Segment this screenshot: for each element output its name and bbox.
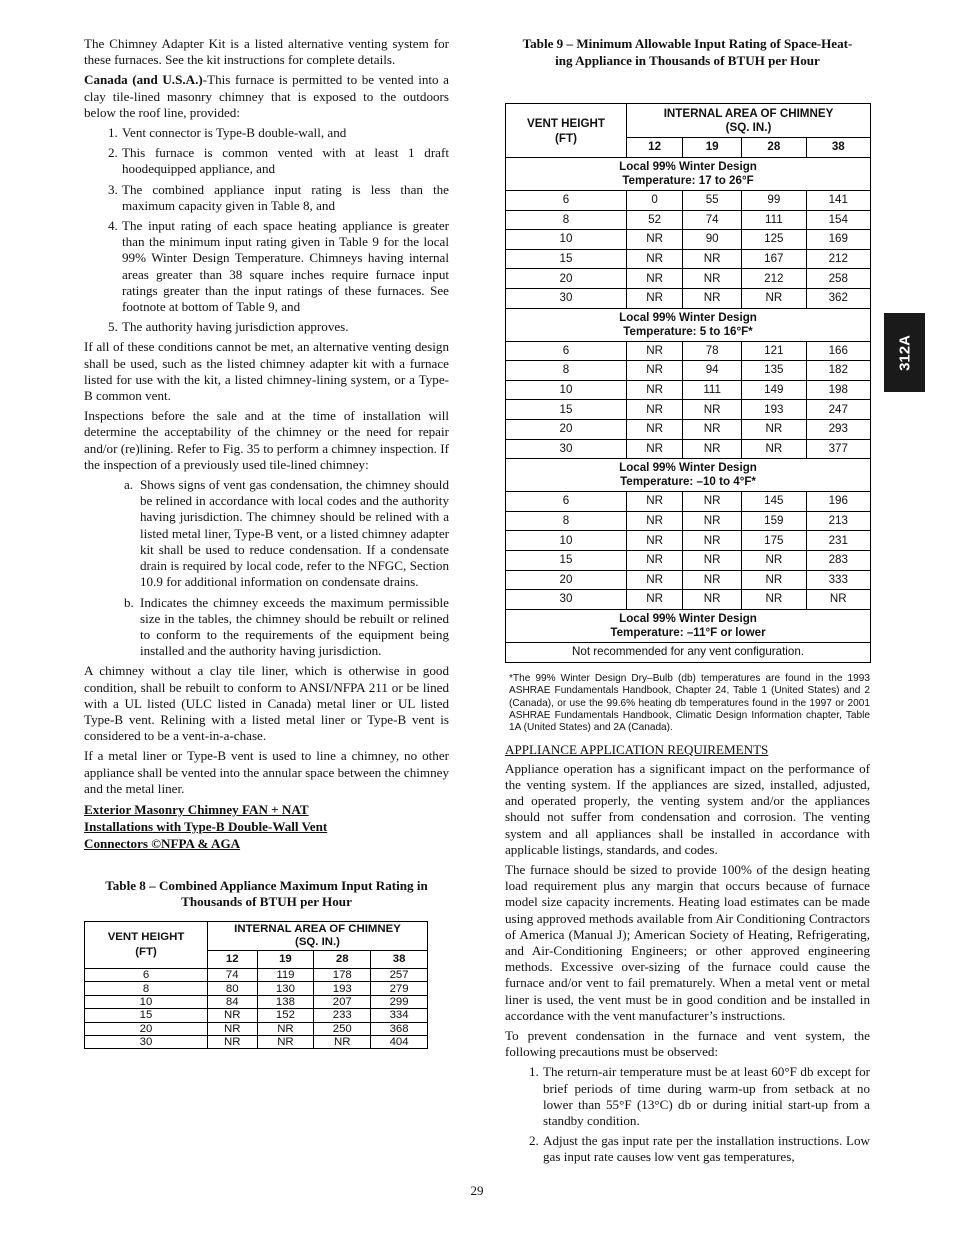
table-cell: NR: [627, 249, 683, 269]
list-item: [84, 145, 449, 177]
caption-line: Table 8 – Combined Appliance Maximum Input Rating in: [105, 877, 428, 893]
list-item: [84, 125, 449, 141]
section-title: Local 99% Winter Design Temperature: –11°F or lower: [506, 609, 871, 642]
table-cell: 111: [683, 380, 742, 400]
table-cell: 178: [314, 968, 371, 981]
table-cell: NR: [742, 590, 806, 610]
table-row: [506, 439, 871, 459]
conditions-list: [84, 125, 449, 335]
section-title-line: Temperature: 17 to 26°F: [622, 174, 754, 187]
table-row: [506, 210, 871, 230]
table-row: [506, 531, 871, 551]
list-text: This furnace is common vented with at least 1 draft hoodequipped appliance, and: [122, 145, 449, 177]
list-marker: 5.: [108, 319, 118, 335]
table-cell: 20: [506, 269, 627, 289]
table-cell: 15: [506, 550, 627, 570]
table-cell: 279: [371, 982, 428, 995]
table-cell: NR: [742, 550, 806, 570]
caption-line: ing Appliance in Thousands of BTUH per Hour: [555, 52, 820, 68]
alternative-venting-paragraph: If all of these conditions cannot be met, an alternative venting design shall be used, such as the listed chimney adapter kit with a furnace listed for use with the kit, a listed chimney-lining system, or a Type-B common vent.: [84, 339, 449, 404]
table-cell: NR: [806, 590, 870, 610]
condensation-paragraph: To prevent condensation in the furnace and vent system, the following precautions must be observed:: [505, 1027, 870, 1060]
table-cell: NR: [742, 570, 806, 590]
table-cell: 84: [208, 995, 258, 1008]
table-cell: NR: [742, 439, 806, 459]
table-cell: NR: [257, 1022, 314, 1035]
table-cell: NR: [627, 492, 683, 512]
list-item: [84, 319, 449, 335]
table-cell: 121: [742, 341, 806, 361]
table-row: [506, 419, 871, 439]
table-cell: 90: [683, 230, 742, 250]
table-cell: 233: [314, 1009, 371, 1022]
column-header: 28: [314, 950, 371, 968]
canada-text: -This furnace is permitted to be vented into a clay tile-lined masonry chimney that is exposed to the outdoors below the roof line, provided:: [84, 72, 449, 120]
table-cell: 30: [506, 590, 627, 610]
metal-liner-paragraph: If a metal liner or Type-B vent is used to line a chimney, no other appliance shall be vented into the annular space between the chimney and the metal liner.: [84, 748, 449, 796]
section-title-line: Local 99% Winter Design: [619, 461, 757, 475]
table-row: [506, 550, 871, 570]
table-cell: 99: [742, 191, 806, 211]
table-cell: 167: [742, 249, 806, 269]
table-row: [506, 511, 871, 531]
table-cell: 231: [806, 531, 870, 551]
table8-body: [85, 968, 428, 1048]
table-row: [506, 361, 871, 381]
adapter-kit-paragraph: The Chimney Adapter Kit is a listed alternative venting system for these furnaces. See the kit instructions for complete details.: [84, 36, 449, 68]
table-cell: 299: [371, 995, 428, 1008]
table-cell: 193: [742, 400, 806, 420]
table-row: [506, 570, 871, 590]
vent-height-header: VENT HEIGHT (FT): [85, 921, 208, 968]
table-cell: 20: [506, 419, 627, 439]
table-cell: 15: [85, 1009, 208, 1022]
list-text: Indicates the chimney exceeds the maximum permissible size in the tables, the chimney should be rebuilt or relined to conform to the requirements of the equipment being installed and the authority having jurisdiction.: [140, 594, 449, 659]
table-cell: 8: [506, 511, 627, 531]
table-cell: 6: [506, 492, 627, 512]
column-header: 38: [806, 138, 870, 158]
table-cell: 130: [257, 982, 314, 995]
table8: [84, 921, 428, 1049]
list-text: The input rating of each space heating appliance is greater than the minimum input rating given in Table 9 for the local 99% Winter Design Temperature. Chimneys having internal areas greater than 38 square inches require furnace input ratings greater than the input ratings of these furnaces. See footnote at bottom of Table 9, and: [122, 218, 449, 315]
table-cell: 213: [806, 511, 870, 531]
table-cell: 74: [208, 968, 258, 981]
table-cell: NR: [683, 249, 742, 269]
table-row: [506, 230, 871, 250]
section-title-line: Local 99% Winter Design: [619, 160, 757, 173]
table-cell: 333: [806, 570, 870, 590]
internal-area-header: INTERNAL AREA OF CHIMNEY (SQ. IN.): [627, 104, 871, 138]
table-cell: NR: [683, 550, 742, 570]
section-row: [506, 459, 871, 492]
table-cell: 258: [806, 269, 870, 289]
table-row: [506, 269, 871, 289]
table-cell: 169: [806, 230, 870, 250]
table-cell: 10: [506, 380, 627, 400]
table-row: [506, 191, 871, 211]
table-cell: 52: [627, 210, 683, 230]
table-cell: NR: [627, 341, 683, 361]
table-row: [85, 1022, 428, 1035]
table-row: [85, 995, 428, 1008]
appliance-requirements-heading: APPLIANCE APPLICATION REQUIREMENTS: [505, 741, 769, 757]
table-cell: 212: [806, 249, 870, 269]
list-marker: 4.: [108, 218, 118, 234]
table-cell: NR: [627, 570, 683, 590]
list-marker: b.: [124, 594, 134, 610]
section-heading: [84, 801, 449, 852]
section-row: [506, 308, 871, 341]
inspection-paragraph: Inspections before the sale and at the time of installation will determine the acceptability of the chimney or the need for repair and/or (re)lining. Refer to Fig. 35 to perform a chimney inspection. If the inspection of a previously used tile-lined chimney:: [84, 408, 449, 472]
table-cell: 8: [85, 982, 208, 995]
clay-liner-paragraph: A chimney without a clay tile liner, which is otherwise in good condition, shall be rebuilt to conform to ANSI/NFPA 211 or be lined with a UL listed (ULC listed in Canada) metal liner or UL listed Type-B vent. Relining with a listed metal liner or Type-B vent is considered to be a vent-in-a-chase.: [84, 663, 449, 744]
table-cell: 80: [208, 982, 258, 995]
table-row: [506, 590, 871, 610]
table-row: [506, 341, 871, 361]
table-cell: 10: [506, 531, 627, 551]
table-cell: 145: [742, 492, 806, 512]
table-cell: NR: [627, 531, 683, 551]
column-header: 38: [371, 950, 428, 968]
internal-area-header: INTERNAL AREA OF CHIMNEY (SQ. IN.): [208, 921, 428, 950]
table-row: [506, 400, 871, 420]
table-cell: 30: [506, 288, 627, 308]
list-item: [84, 218, 449, 315]
table-cell: NR: [683, 288, 742, 308]
table-cell: 293: [806, 419, 870, 439]
table-cell: NR: [683, 419, 742, 439]
section-title: [506, 459, 871, 492]
table-cell: 6: [85, 968, 208, 981]
table-cell: 94: [683, 361, 742, 381]
table-cell: 6: [506, 341, 627, 361]
table-cell: NR: [683, 570, 742, 590]
table-cell: NR: [627, 230, 683, 250]
table-row: [506, 249, 871, 269]
table-cell: 111: [742, 210, 806, 230]
heading-line: Connectors ©NFPA & AGA: [84, 835, 241, 851]
table-cell: 135: [742, 361, 806, 381]
caption-line: Table 9 – Minimum Allowable Input Rating of Space-Heat-: [522, 36, 853, 51]
table-cell: 368: [371, 1022, 428, 1035]
section-title-line: Temperature: –10 to 4°F*: [620, 475, 756, 489]
table-cell: NR: [627, 380, 683, 400]
table-cell: 6: [506, 191, 627, 211]
table9: [505, 103, 871, 663]
table-cell: 74: [683, 210, 742, 230]
table8-caption: [84, 878, 449, 911]
section-title-line: Temperature: 5 to 16°F*: [623, 324, 753, 338]
table-cell: 20: [85, 1022, 208, 1035]
table-cell: 247: [806, 400, 870, 420]
table-cell: 404: [371, 1035, 428, 1048]
list-marker: 1.: [529, 1064, 539, 1080]
table-row: [85, 1035, 428, 1048]
list-item: [84, 182, 449, 214]
table-cell: NR: [683, 531, 742, 551]
table-row: [506, 492, 871, 512]
table-cell: NR: [208, 1035, 258, 1048]
right-column: [505, 36, 870, 1170]
table-cell: NR: [627, 511, 683, 531]
caption-line: Thousands of BTUH per Hour: [181, 894, 352, 910]
furnace-sizing-paragraph: The furnace should be sized to provide 100% of the design heating load requirement plus any margin that occurs because of furnace model size capacity increments. Heating load estimates can be made using approved methods available from Air Conditioning Contractors of America (Manual J); American Society of Heating, Refrigerating, and Air-Conditioning Engineers; or other approved engineering methods. Excessive over-sizing of the furnace could cause the furnace and/or vent to fail prematurely. When a metal vent or metal liner is used, the vent must be in good condition and be installed in accordance with the vent manufacturer’s instructions.: [505, 861, 870, 1023]
table-cell: NR: [257, 1035, 314, 1048]
column-header: 12: [208, 950, 258, 968]
list-text: The authority having jurisdiction approves.: [122, 319, 349, 335]
table-cell: NR: [208, 1022, 258, 1035]
precautions-list: [505, 1064, 870, 1165]
table-cell: NR: [742, 288, 806, 308]
list-marker: 2.: [529, 1133, 539, 1149]
table-cell: NR: [627, 590, 683, 610]
table-cell: 154: [806, 210, 870, 230]
table-cell: 196: [806, 492, 870, 512]
table-cell: 283: [806, 550, 870, 570]
table-row: [85, 968, 428, 981]
column-header: 19: [683, 138, 742, 158]
section-tab-label: 312A: [896, 334, 913, 371]
appliance-operation-paragraph: Appliance operation has a significant impact on the performance of the venting system. If the appliances are sized, installed, adjusted, and operated properly, the venting system and/or the appliances should not suffer from condensation and corrosion. The venting system and all appliances shall be installed in accordance with applicable listings, standards, and codes.: [505, 760, 870, 857]
section-title: [506, 308, 871, 341]
list-marker: 1.: [108, 125, 118, 141]
table-cell: NR: [627, 550, 683, 570]
table-cell: NR: [683, 400, 742, 420]
list-marker: 2.: [108, 145, 118, 161]
page-number: 29: [470, 1183, 484, 1198]
table-cell: NR: [627, 288, 683, 308]
table-cell: 141: [806, 191, 870, 211]
column-header: 19: [257, 950, 314, 968]
table9-caption: [505, 36, 870, 69]
table-cell: 0: [627, 191, 683, 211]
table-row: [85, 982, 428, 995]
not-recommended-note: Not recommended for any vent configuration.: [506, 642, 871, 662]
list-item: [84, 477, 449, 590]
table-cell: NR: [683, 511, 742, 531]
table-row: [506, 380, 871, 400]
table-cell: NR: [627, 269, 683, 289]
table-cell: 377: [806, 439, 870, 459]
table-cell: 149: [742, 380, 806, 400]
table-cell: 207: [314, 995, 371, 1008]
list-text: The return-air temperature must be at least 60°F db except for brief periods of time during warm-up from setback at no lower than 55°F (13°C) db or during initial start-up from a standby condition.: [543, 1064, 870, 1128]
list-text: Shows signs of vent gas condensation, the chimney should be relined in accordance with local codes and the authority having jurisdiction. The chimney should be relined with a listed metal liner, Type-B vent, or a listed chimney adapter kit shall be used to reduce condensation. If a condensate drain is required by local code, refer to the NFGC, Section 10.9 for additional information on condensate drains.: [140, 477, 449, 590]
table-row: [85, 1009, 428, 1022]
table-cell: NR: [627, 419, 683, 439]
table-cell: 193: [314, 982, 371, 995]
table-cell: 175: [742, 531, 806, 551]
table-cell: 362: [806, 288, 870, 308]
section-row: [506, 158, 871, 191]
canada-label: Canada (and U.S.A.): [84, 72, 203, 88]
table-cell: 152: [257, 1009, 314, 1022]
table-cell: 159: [742, 511, 806, 531]
table-cell: 20: [506, 570, 627, 590]
table-cell: 15: [506, 400, 627, 420]
table-cell: 138: [257, 995, 314, 1008]
table-cell: 250: [314, 1022, 371, 1035]
table-cell: 55: [683, 191, 742, 211]
table9-footnote: *The 99% Winter Design Dry–Bulb (db) temperatures are found in the 1993 ASHRAE Fundamentals Handbook, Chapter 24, Table 1 (United States) and 2 (Canada), or use the 99.6% heating db temperatures found in the 1997 or 2001 ASHRAE Fundamentals Handbook, Climatic Design Information chapter, Table 1A (United States) and 2A (Canada).: [509, 672, 870, 734]
heading-line: Exterior Masonry Chimney FAN + NAT: [84, 801, 309, 817]
table-cell: 15: [506, 249, 627, 269]
table-cell: 166: [806, 341, 870, 361]
table-cell: 8: [506, 210, 627, 230]
table-cell: 78: [683, 341, 742, 361]
table-cell: NR: [627, 439, 683, 459]
list-text: The combined appliance input rating is less than the maximum capacity given in Table 8, and: [122, 181, 449, 213]
table-cell: 10: [85, 995, 208, 1008]
list-text: Vent connector is Type-B double-wall, and: [122, 125, 347, 141]
vent-height-header: VENT HEIGHT (FT): [506, 104, 627, 158]
heading-line: Installations with Type-B Double-Wall Vent: [84, 818, 328, 834]
table-cell: 125: [742, 230, 806, 250]
table-cell: 30: [85, 1035, 208, 1048]
table-cell: NR: [627, 361, 683, 381]
column-header: 28: [742, 138, 806, 158]
table-cell: NR: [683, 492, 742, 512]
table-cell: NR: [208, 1009, 258, 1022]
table-cell: 8: [506, 361, 627, 381]
section-title: [506, 158, 871, 191]
column-header: 12: [627, 138, 683, 158]
table-row: [506, 288, 871, 308]
list-item: [505, 1133, 870, 1165]
table-cell: 10: [506, 230, 627, 250]
table-cell: NR: [627, 400, 683, 420]
list-marker: 3.: [108, 181, 118, 197]
list-marker: a.: [124, 477, 134, 493]
table-cell: NR: [314, 1035, 371, 1048]
left-column: [84, 36, 449, 1049]
list-item: [505, 1064, 870, 1129]
inspection-list: [84, 477, 449, 659]
table-cell: 198: [806, 380, 870, 400]
table-cell: NR: [742, 419, 806, 439]
table-cell: 182: [806, 361, 870, 381]
table-cell: 334: [371, 1009, 428, 1022]
table-cell: 257: [371, 968, 428, 981]
table-cell: NR: [683, 590, 742, 610]
list-item: [84, 595, 449, 660]
table9-body: [506, 158, 871, 610]
table-cell: NR: [683, 439, 742, 459]
canada-paragraph: [84, 72, 449, 121]
table-cell: 30: [506, 439, 627, 459]
table-cell: NR: [683, 269, 742, 289]
section-tab: [884, 313, 925, 392]
table-cell: 212: [742, 269, 806, 289]
table-cell: 119: [257, 968, 314, 981]
section-title-line: Local 99% Winter Design: [619, 310, 757, 324]
list-text: Adjust the gas input rate per the installation instructions. Low gas input rate causes low vent gas temperatures,: [543, 1133, 870, 1165]
